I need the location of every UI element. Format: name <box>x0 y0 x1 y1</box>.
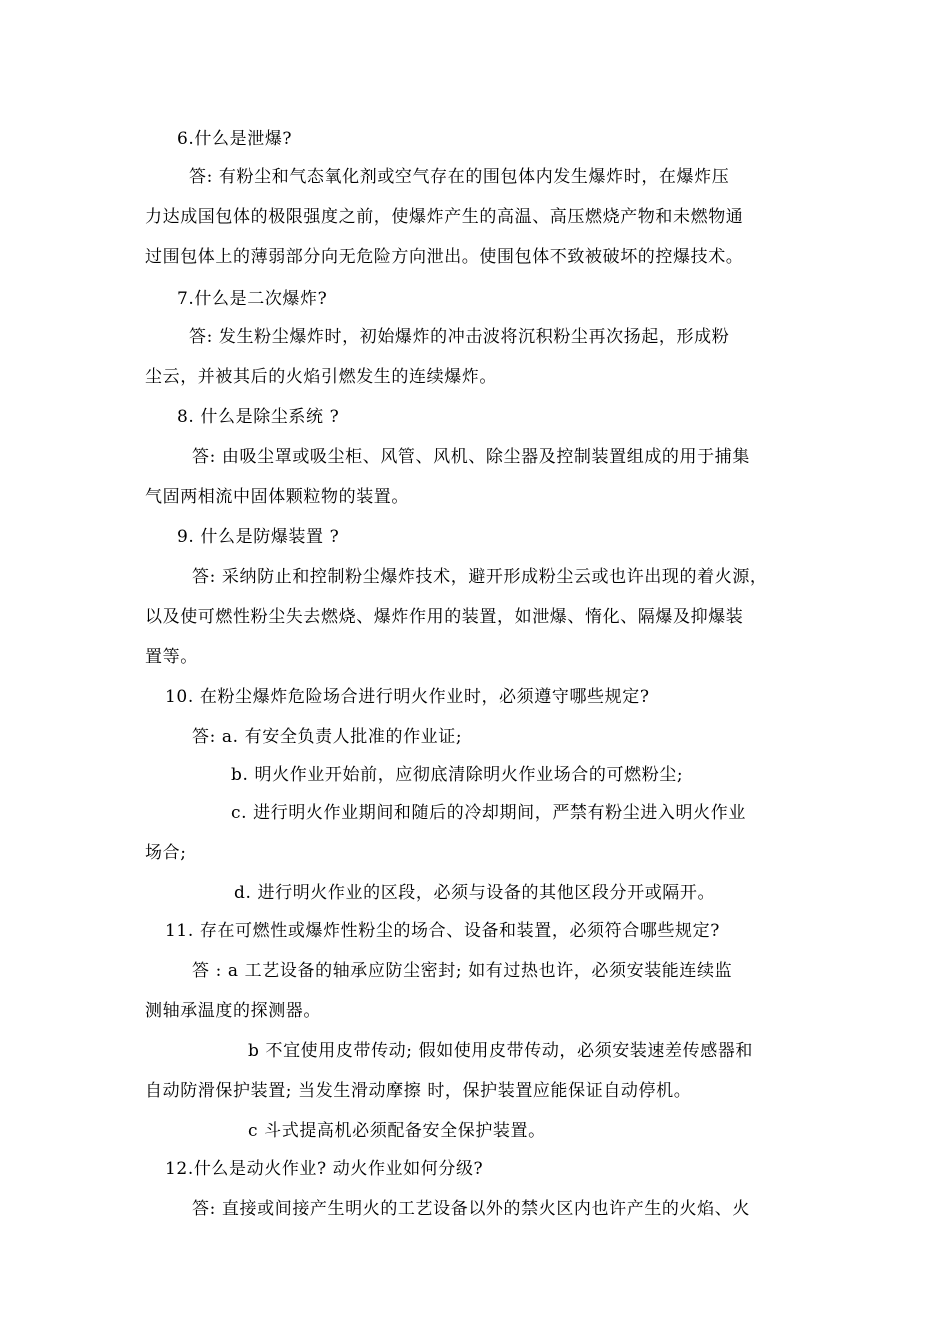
answer-6-line-2: 力达成国包体的极限强度之前，使爆炸产生的高温、高压燃烧产物和未燃物通 <box>145 207 744 227</box>
question-6-heading: 6.什么是泄爆? <box>177 129 293 149</box>
question-7-heading: 7.什么是二次爆炸? <box>177 289 328 309</box>
question-11-heading: 11. 存在可燃性或爆炸性粉尘的场合、设备和装置，必须符合哪些规定? <box>165 921 720 941</box>
answer-7-line-1: 答: 发生粉尘爆炸时，初始爆炸的冲击波将沉积粉尘再次扬起，形成粉 <box>189 327 730 347</box>
answer-12-line-1: 答: 直接或间接产生明火的工艺设备以外的禁火区内也许产生的火焰、火 <box>192 1199 750 1219</box>
answer-9-line-2: 以及使可燃性粉尘失去燃烧、爆炸作用的装置，如泄爆、惰化、隔爆及抑爆装 <box>145 607 744 627</box>
answer-11-item-a-line-2: 测轴承温度的探测器。 <box>145 1001 321 1021</box>
question-12-heading: 12.什么是动火作业? 动火作业如何分级? <box>165 1159 484 1179</box>
answer-11-item-b-line-1: b 不宜使用皮带传动; 假如使用皮带传动，必须安装速差传感器和 <box>248 1041 754 1061</box>
answer-10-item-a: 答: a. 有安全负责人批准的作业证; <box>192 727 463 747</box>
answer-10-item-b: b. 明火作业开始前，应彻底清除明火作业场合的可燃粉尘; <box>231 765 684 785</box>
answer-6-line-3: 过围包体上的薄弱部分向无危险方向泄出。使围包体不致被破坏的控爆技术。 <box>145 247 744 267</box>
answer-7-line-2: 尘云，并被其后的火焰引燃发生的连续爆炸。 <box>145 367 497 387</box>
answer-8-line-2: 气固两相流中固体颗粒物的装置。 <box>145 487 409 507</box>
answer-9-line-1: 答: 采纳防止和控制粉尘爆炸技术，避开形成粉尘云或也许出现的着火源， <box>192 567 768 587</box>
answer-8-line-1: 答: 由吸尘罩或吸尘柜、风管、风机、除尘器及控制装置组成的用于捕集 <box>192 447 750 467</box>
answer-10-item-c-line-2: 场合; <box>145 843 187 863</box>
question-9-heading: 9. 什么是防爆装置 ? <box>177 527 340 547</box>
answer-11-item-b-line-2: 自动防滑保护装置; 当发生滑动摩擦 时，保护装置应能保证自动停机。 <box>145 1081 692 1101</box>
answer-10-item-c-line-1: c. 进行明火作业期间和随后的冷却期间，严禁有粉尘进入明火作业 <box>231 803 746 823</box>
answer-6-line-1: 答: 有粉尘和气态氧化剂或空气存在的围包体内发生爆炸时，在爆炸压 <box>189 167 730 187</box>
question-8-heading: 8. 什么是除尘系统 ? <box>177 407 340 427</box>
answer-9-line-3: 置等。 <box>145 647 198 667</box>
question-10-heading: 10. 在粉尘爆炸危险场合进行明火作业时，必须遵守哪些规定? <box>165 687 650 707</box>
answer-11-item-a-line-1: 答 : a 工艺设备的轴承应防尘密封; 如有过热也许，必须安装能连续监 <box>192 961 733 981</box>
answer-10-item-d: d. 进行明火作业的区段，必须与设备的其他区段分开或隔开。 <box>234 883 716 903</box>
answer-11-item-c: c 斗式提高机必须配备安全保护装置。 <box>248 1121 546 1141</box>
